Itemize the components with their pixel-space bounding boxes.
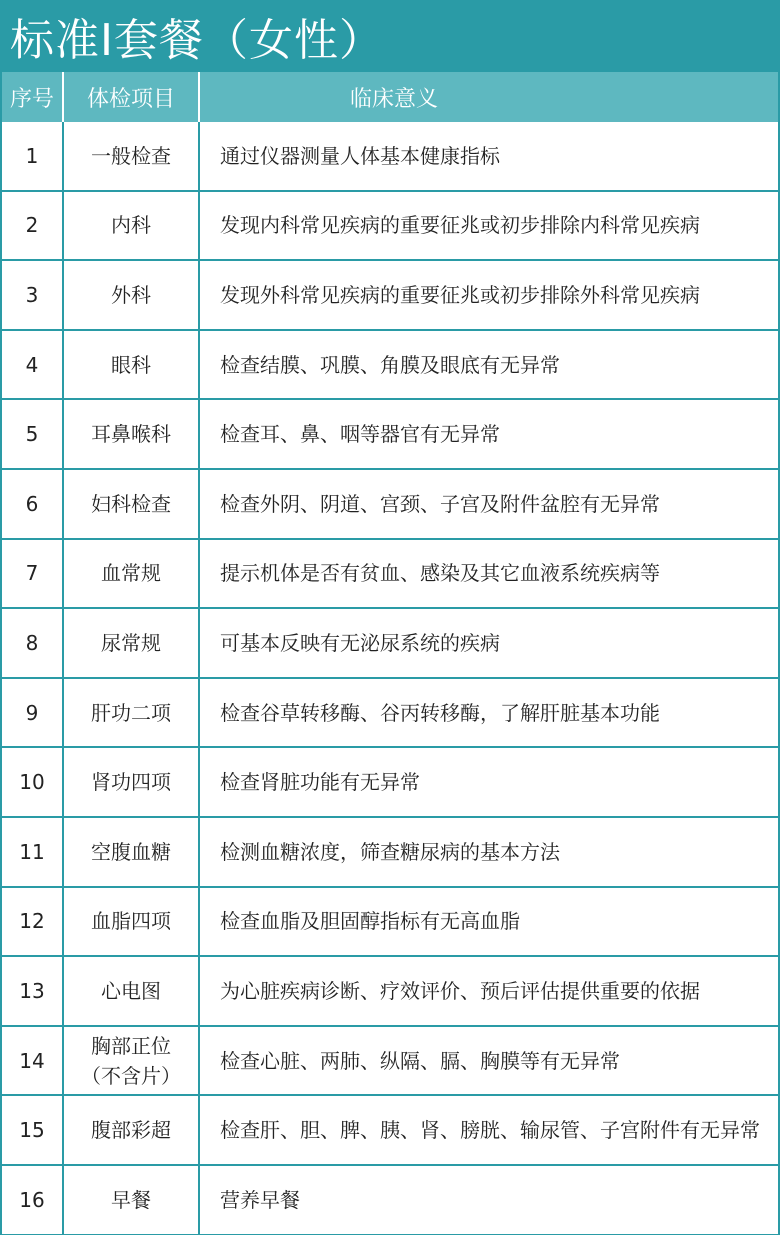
row-number: 15 [2, 1096, 64, 1164]
row-description: 检查肾脏功能有无异常 [220, 770, 420, 795]
row-item: 空腹血糖 [64, 818, 200, 886]
table-row [2, 400, 778, 470]
row-number: 5 [2, 400, 64, 468]
row-number: 7 [2, 540, 64, 608]
row-number: 16 [2, 1166, 64, 1234]
row-item: 胸部正位 （不含片） [64, 1027, 200, 1095]
row-description: 检测血糖浓度，筛查糖尿病的基本方法 [220, 839, 560, 864]
row-item: 妇科检查 [64, 470, 200, 538]
header-desc: 临床意义 [350, 86, 439, 112]
row-number: 1 [2, 122, 64, 190]
row-number: 10 [2, 748, 64, 816]
table-row [2, 957, 778, 1027]
row-number: 8 [2, 609, 64, 677]
header-item: 体检项目 [64, 72, 200, 122]
row-description: 发现内科常见疾病的重要征兆或初步排除内科常见疾病 [220, 213, 700, 238]
row-description: 检查耳、鼻、咽等器官有无异常 [220, 422, 500, 447]
table-row [2, 1166, 778, 1235]
table-body [0, 122, 780, 1235]
table-row [2, 818, 778, 888]
row-item: 耳鼻喉科 [64, 400, 200, 468]
row-item: 眼科 [64, 331, 200, 399]
row-item: 血脂四项 [64, 888, 200, 956]
table-row [2, 540, 778, 610]
row-item: 腹部彩超 [64, 1096, 200, 1164]
page-title: 标准I套餐（女性） [0, 0, 780, 72]
row-item: 尿常规 [64, 609, 200, 677]
row-description: 为心脏疾病诊断、疗效评价、预后评估提供重要的依据 [220, 978, 700, 1003]
row-item: 早餐 [64, 1166, 200, 1234]
row-description: 检查心脏、两肺、纵隔、膈、胸膜等有无异常 [220, 1048, 620, 1073]
row-item: 肝功二项 [64, 679, 200, 747]
table-row [2, 679, 778, 749]
table-row [2, 192, 778, 262]
row-item: 心电图 [64, 957, 200, 1025]
table-row [2, 1027, 778, 1097]
row-description: 检查结膜、巩膜、角膜及眼底有无异常 [220, 352, 560, 377]
row-description: 发现外科常见疾病的重要征兆或初步排除外科常见疾病 [220, 282, 700, 307]
table-row [2, 748, 778, 818]
row-number: 13 [2, 957, 64, 1025]
table-row [2, 331, 778, 401]
row-number: 9 [2, 679, 64, 747]
row-item: 肾功四项 [64, 748, 200, 816]
row-number: 14 [2, 1027, 64, 1095]
row-item: 内科 [64, 192, 200, 260]
table-row [2, 470, 778, 540]
row-description: 检查外阴、阴道、宫颈、子宫及附件盆腔有无异常 [220, 491, 660, 516]
table-row [2, 888, 778, 958]
row-description: 检查肝、胆、脾、胰、肾、膀胱、输尿管、子宫附件有无异常 [220, 1118, 760, 1143]
table-row [2, 609, 778, 679]
row-item: 外科 [64, 261, 200, 329]
row-description: 提示机体是否有贫血、感染及其它血液系统疾病等 [220, 561, 660, 586]
row-number: 4 [2, 331, 64, 399]
row-number: 11 [2, 818, 64, 886]
row-number: 3 [2, 261, 64, 329]
row-description: 检查谷草转移酶、谷丙转移酶，了解肝脏基本功能 [220, 700, 660, 725]
header-no: 序号 [2, 72, 64, 122]
row-item: 一般检查 [64, 122, 200, 190]
row-number: 12 [2, 888, 64, 956]
table-row [2, 261, 778, 331]
table-row [2, 122, 778, 192]
row-description: 检查血脂及胆固醇指标有无高血脂 [220, 909, 520, 934]
table-header [0, 72, 780, 122]
row-description: 可基本反映有无泌尿系统的疾病 [220, 630, 500, 655]
row-item: 血常规 [64, 540, 200, 608]
row-description: 通过仪器测量人体基本健康指标 [220, 143, 500, 168]
row-number: 6 [2, 470, 64, 538]
table-row [2, 1096, 778, 1166]
row-description: 营养早餐 [220, 1187, 300, 1212]
row-number: 2 [2, 192, 64, 260]
